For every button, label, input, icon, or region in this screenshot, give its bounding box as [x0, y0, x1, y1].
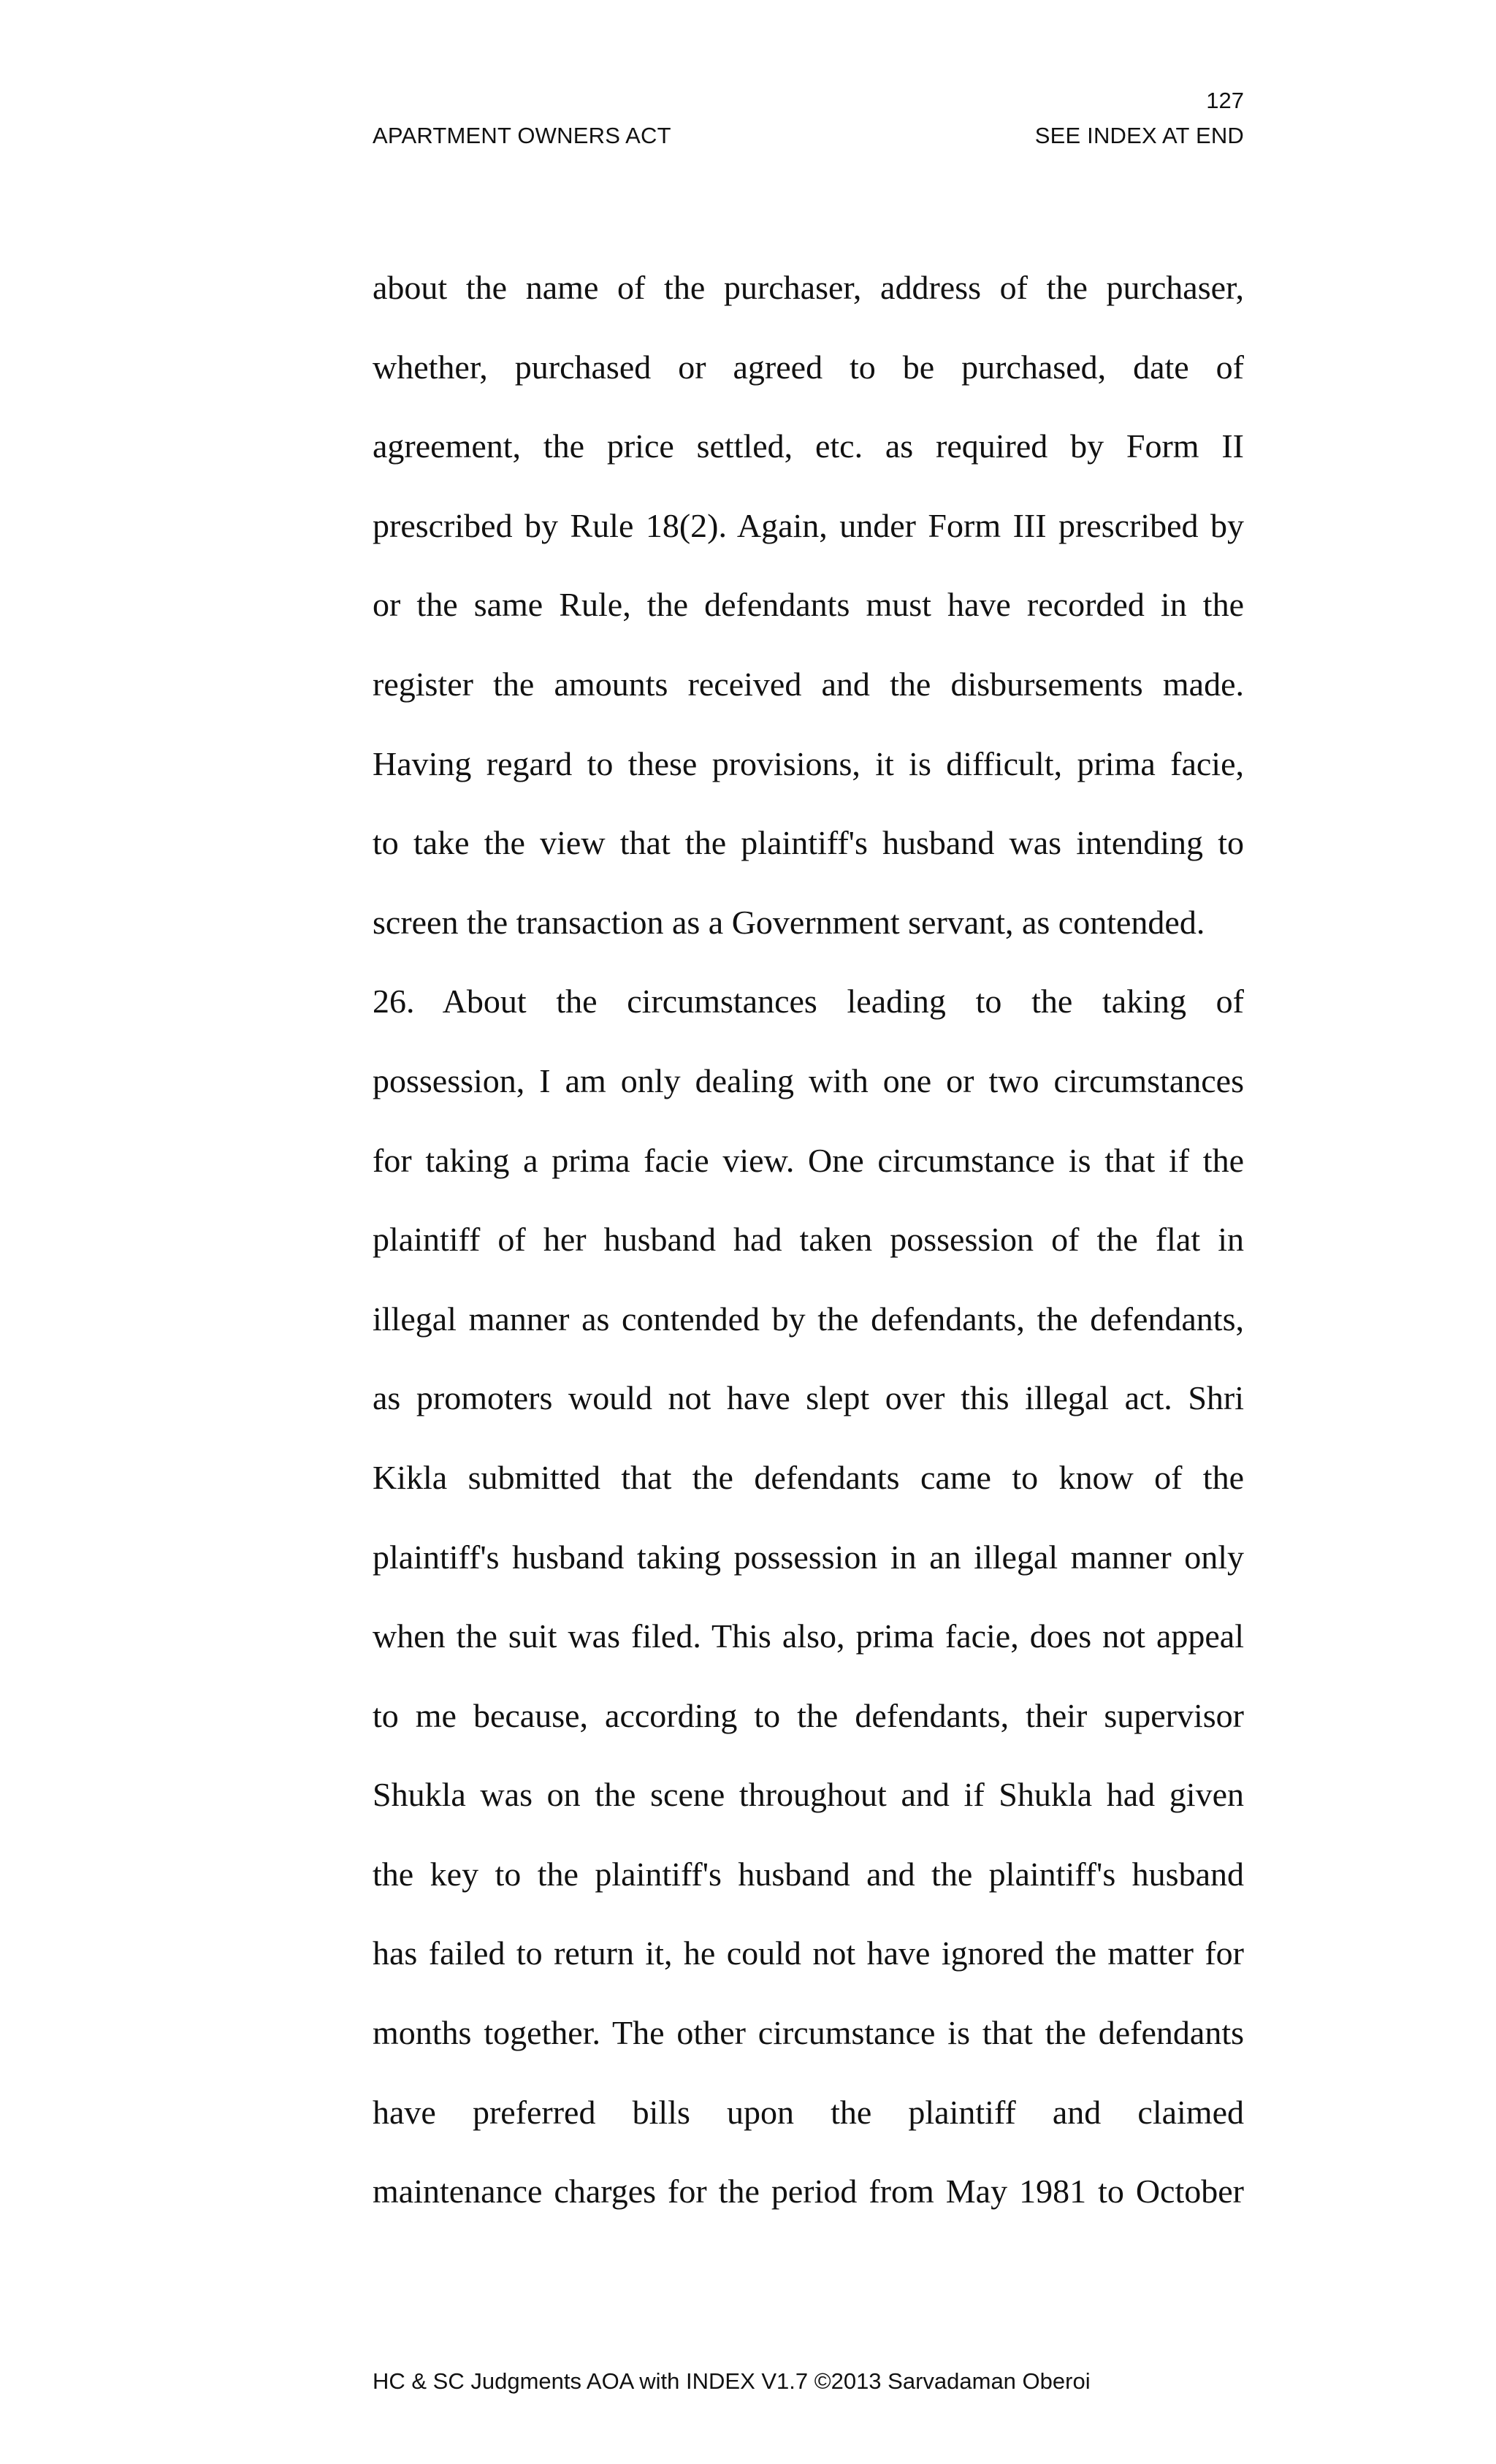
text-line: months together. The other circumstance is that the defendants: [373, 2014, 1244, 2052]
text-line: has failed to return it, he could not have ignored the matter for: [373, 1934, 1244, 1972]
text-line: whether, purchased or agreed to be purchased, date of: [373, 348, 1244, 386]
text-line: Kikla submitted that the defendants came to know of the: [373, 1458, 1244, 1496]
text-line: Shukla was on the scene throughout and if Shukla had given: [373, 1776, 1244, 1814]
text-line: as promoters would not have slept over this illegal act. Shri: [373, 1379, 1244, 1417]
text-line: to me because, according to the defendants, their supervisor: [373, 1696, 1244, 1734]
text-line-paragraph-26-start: 26. About the circumstances leading to the taking of: [373, 983, 1244, 1021]
text-line: register the amounts received and the disbursements made.: [373, 665, 1244, 703]
text-line: the key to the plaintiff's husband and the plaintiff's husband: [373, 1855, 1244, 1893]
text-line: or the same Rule, the defendants must have recorded in the: [373, 586, 1244, 624]
body-text: [373, 262, 1244, 2245]
text-line: Having regard to these provisions, it is difficult, prima facie,: [373, 744, 1244, 782]
running-header: [373, 123, 1244, 149]
text-line: about the name of the purchaser, address of the purchaser,: [373, 269, 1244, 306]
text-line: when the suit was filed. This also, prima facie, does not appeal: [373, 1617, 1244, 1655]
page-number: 127: [1206, 88, 1244, 113]
text-line: plaintiff of her husband had taken possession of the flat in: [373, 1221, 1244, 1259]
text-line: prescribed by Rule 18(2). Again, under Form III prescribed by: [373, 506, 1244, 544]
footer-copyright: HC & SC Judgments AOA with INDEX V1.7 ©2013 Sarvadaman Oberoi: [373, 2368, 1091, 2394]
text-line: have preferred bills upon the plaintiff and claimed: [373, 2093, 1244, 2131]
header-title-left: APARTMENT OWNERS ACT: [373, 123, 671, 148]
text-line: maintenance charges for the period from May 1981 to October: [373, 2173, 1244, 2211]
header-title-right: SEE INDEX AT END: [1034, 123, 1244, 148]
text-line: for taking a prima facie view. One circumstance is that if the: [373, 1141, 1244, 1179]
text-line: plaintiff's husband taking possession in an illegal manner only: [373, 1538, 1244, 1576]
text-line: illegal manner as contended by the defendants, the defendants,: [373, 1300, 1244, 1338]
text-line: possession, I am only dealing with one or two circumstances: [373, 1061, 1244, 1099]
text-line: to take the view that the plaintiff's husband was intending to: [373, 824, 1244, 862]
text-line: agreement, the price settled, etc. as required by Form II: [373, 427, 1244, 465]
text-line-paragraph-end: screen the transaction as a Government servant, as contended.: [373, 903, 1205, 941]
